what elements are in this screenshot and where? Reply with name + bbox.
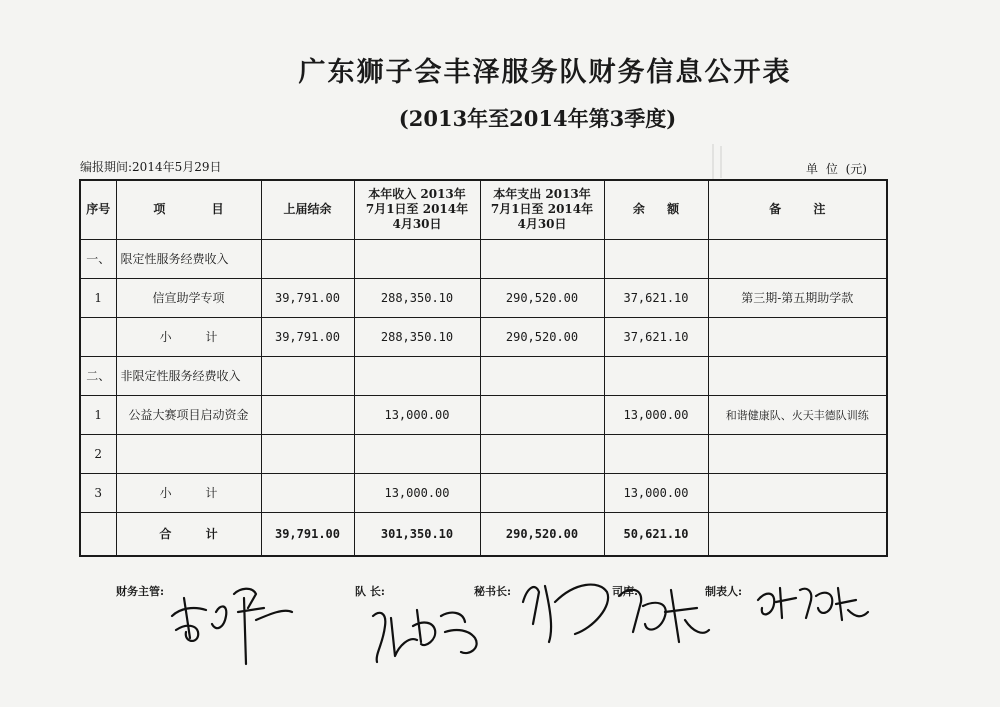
cell-item-label: 小 计 [159,486,218,500]
header-item-label: 项 目 [153,202,224,217]
cell-seq: 2 [80,434,116,473]
header-prev-balance: 上届结余 [261,180,354,239]
preparer-label: 制表人: [705,585,743,598]
cell-expense: 290,520.00 [480,278,604,317]
cell-item: 信宣助学专项 [116,278,261,317]
currency-unit: 单 位 (元) [806,162,867,176]
secretary-label: 秘书长: [474,585,512,598]
secretary-signature [515,572,715,652]
total-row [80,512,887,556]
cell-expense: 290,520.00 [480,512,604,556]
cell-balance [604,239,708,278]
header-balance [604,180,708,239]
cell-remark [708,317,887,356]
cell-prev: 39,791.00 [261,512,354,556]
cell-balance: 50,621.10 [604,512,708,556]
cell-prev [261,473,354,512]
document-title: 广东狮子会丰泽服务队财务信息公开表 [298,57,792,88]
cell-remark [708,512,887,556]
cell-income: 288,350.10 [354,278,480,317]
cell-expense [480,356,604,395]
cell-seq: 1 [80,395,116,434]
cell-remark [708,473,887,512]
header-expense: 本年支出 2013年7月1日至 2014年4月30日 [480,180,604,239]
cell-seq: 3 [80,473,116,512]
cell-seq [80,317,116,356]
cell-seq: 二、 [80,356,116,395]
cell-seq [80,512,116,556]
finance-head-label: 财务主管: [116,585,165,598]
cell-balance: 37,621.10 [604,317,708,356]
header-remark [708,180,887,239]
cell-income: 301,350.10 [354,512,480,556]
cell-prev [261,434,354,473]
table-row [80,395,887,434]
cell-expense [480,473,604,512]
cell-item-label: 合 计 [159,527,218,542]
cell-expense [480,239,604,278]
cell-item [116,473,261,512]
cell-item [116,434,261,473]
cell-balance [604,356,708,395]
cell-balance [604,434,708,473]
cell-balance: 13,000.00 [604,395,708,434]
captain-label: 队 长: [355,585,385,598]
cell-prev: 39,791.00 [261,317,354,356]
cell-balance: 13,000.00 [604,473,708,512]
header-row [80,180,887,239]
cell-item [116,512,261,556]
finance-table [79,179,888,557]
faint-bleed-mark [703,142,733,182]
cell-income [354,239,480,278]
header-seq: 序号 [80,180,116,239]
cell-seq: 一、 [80,239,116,278]
cell-expense: 290,520.00 [480,317,604,356]
table-row [80,278,887,317]
header-income: 本年收入 2013年7月1日至 2014年4月30日 [354,180,480,239]
document-subtitle: (2013年至2014年第3季度) [398,106,677,131]
header-balance-label: 余 额 [632,202,680,217]
cell-item-label: 小 计 [159,330,218,344]
cell-income: 13,000.00 [354,395,480,434]
header-remark-label: 备 注 [769,202,826,217]
cell-prev: 39,791.00 [261,278,354,317]
cell-remark: 和谐健康队、火天丰德队训练 [708,395,887,434]
cell-item [116,317,261,356]
cell-prev [261,395,354,434]
cell-remark [708,239,887,278]
cell-prev [261,239,354,278]
table-row [80,317,887,356]
cell-remark: 第三期-第五期助学款 [708,278,887,317]
cell-item: 非限定性服务经费收入 [116,356,261,395]
cell-balance: 37,621.10 [604,278,708,317]
captain-signature [365,596,490,671]
cell-expense [480,434,604,473]
preparer-signature [752,578,872,628]
table-row [80,356,887,395]
treasurer-label: 司库: [612,585,639,598]
cell-remark [708,356,887,395]
report-date: 编报期间:2014年5月29日 [80,160,222,174]
finance-head-signature [160,568,300,668]
cell-remark [708,434,887,473]
header-item [116,180,261,239]
cell-income: 288,350.10 [354,317,480,356]
table-row [80,434,887,473]
cell-income [354,356,480,395]
cell-prev [261,356,354,395]
cell-item: 公益大赛项目启动资金 [116,395,261,434]
table-row [80,473,887,512]
cell-income: 13,000.00 [354,473,480,512]
cell-seq: 1 [80,278,116,317]
table-row [80,239,887,278]
cell-item: 限定性服务经费收入 [116,239,261,278]
cell-income [354,434,480,473]
cell-expense [480,395,604,434]
